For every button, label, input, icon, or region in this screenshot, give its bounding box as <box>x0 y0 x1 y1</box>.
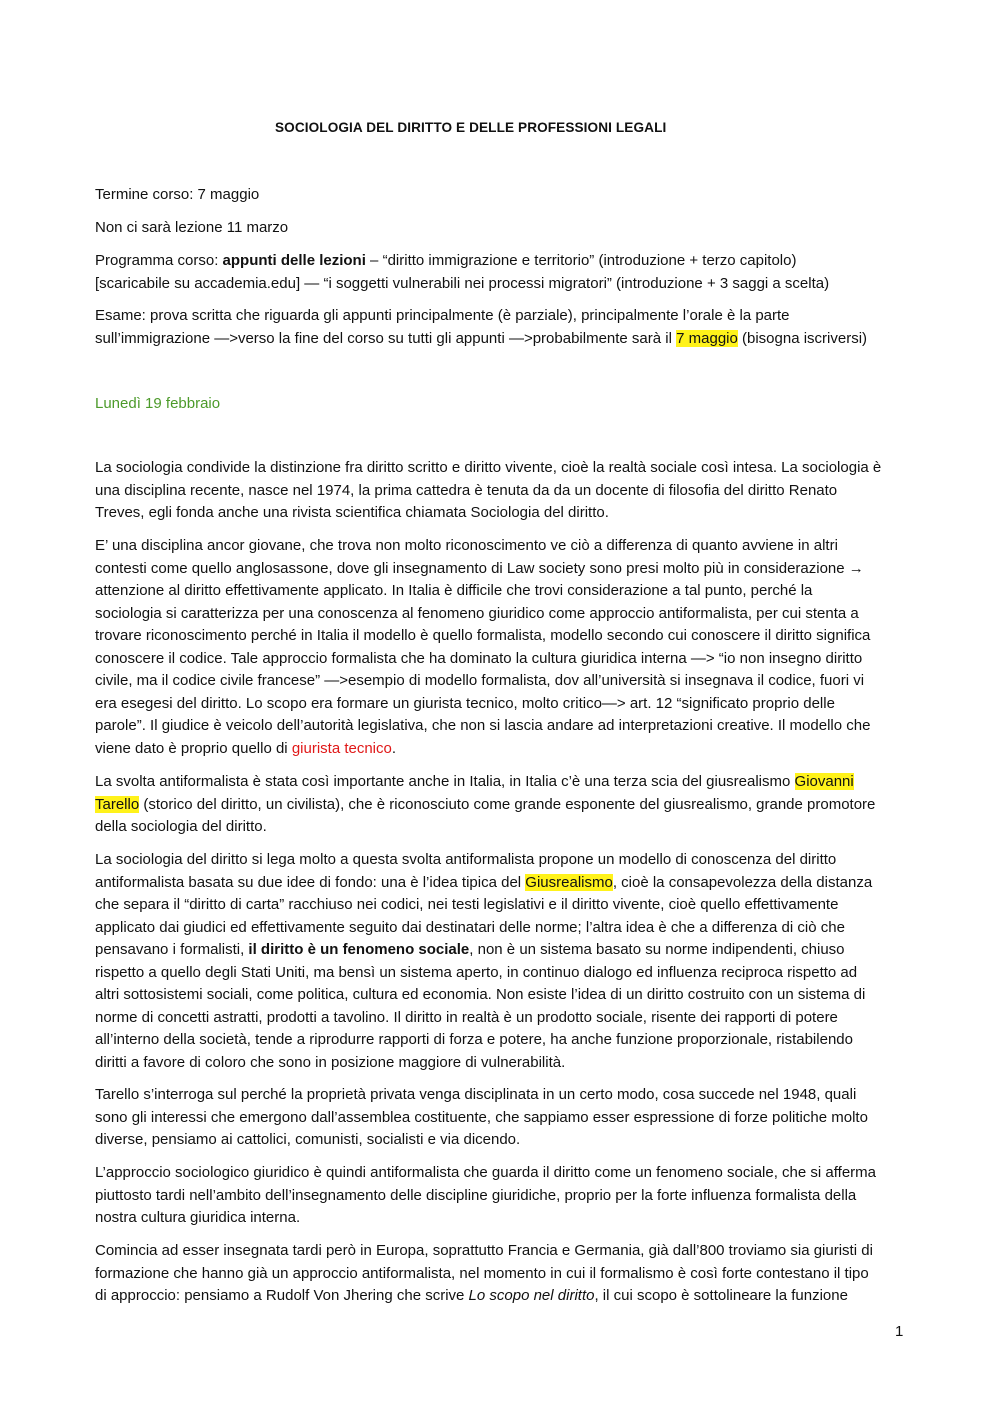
program-paragraph <box>95 250 910 295</box>
paragraph-line-pre: pensavano i formalisti, <box>95 941 249 958</box>
book-title-italic: Lo scopo nel diritto <box>468 1287 595 1304</box>
exam-line2-post: (bisogna iscriversi) <box>737 329 868 347</box>
exam-paragraph <box>95 305 910 350</box>
paragraph-line: civile, ma il codice civile francese” —>esempio di modello formalista, dov all’università si insegnava il codice, fuori vi <box>95 672 865 689</box>
exam-line1: Esame: prova scritta che riguarda gli appunti principalmente (è parziale), principalmente l’orale è la parte <box>95 307 790 324</box>
paragraph-1 <box>95 457 910 525</box>
paragraph-line: una disciplina recente, nasce nel 1974, la prima cattedra è tenuta da da un docente di filosofia del diritto Renato <box>95 481 838 499</box>
paragraph-5 <box>95 1084 910 1152</box>
paragraph-line: all’interno della società, tende a riprodurre rapporti di forza e potere, ha anche funzione proporzionale, ristabilendo <box>95 1031 853 1048</box>
paragraph-line: La sociologia del diritto si lega molto a questa svolta antiformalista propone un modello di conoscenza del diritto <box>95 851 837 868</box>
paragraph-line-post: (storico del diritto, un civilista), che è riconosciuto come grande esponente del giusrealismo, grande promotore <box>139 795 876 813</box>
paragraph-line: diverse, pensiamo ai cattolici, comunisti, socialisti e via dicendo. <box>95 1131 521 1148</box>
paragraph-line: era esegesi del diritto. Lo scopo era formare un giurista tecnico, molto critico—> art. 12 “significato proprio delle <box>95 694 835 712</box>
paragraph-line-post: , cioè la consapevolezza della distanza <box>612 873 873 891</box>
paragraph-line: rispetto a quello degli Stati Uniti, ma bensì un sistema aperto, in continuo dialogo ed influenza reciproca rispetto ad <box>95 963 858 981</box>
paragraph-line-post: . <box>391 739 397 757</box>
program-line2: [scaricabile su accademia.edu] — “i soggetti vulnerabili nei processi migratori” (introduzione + 3 saggi a scelta) <box>95 274 830 292</box>
fenomeno-sociale-bold: il diritto è un fenomeno sociale <box>248 941 470 958</box>
paragraph-line: La sociologia condivide la distinzione fra diritto scritto e diritto vivente, cioè la realtà sociale così intesa. La sociologia è <box>95 459 882 476</box>
course-end-line: Termine corso: 7 maggio <box>95 186 260 203</box>
paragraph-line: attenzione al diritto effettivamente applicato. In Italia è difficile che trovi considerazione a tal punto, perché la <box>95 582 813 599</box>
paragraph-7 <box>95 1240 910 1308</box>
paragraph-line: Comincia ad esser insegnata tardi però in Europa, soprattutto Francia e Germania, già dall’800 troviamo sia giuristi di <box>95 1242 873 1259</box>
no-lesson-line: Non ci sarà lezione 11 marzo <box>95 219 289 236</box>
paragraph-line: contesti come quello anglosassone, dove gli insegnamento di Law society sono presi molto più in considerazione → <box>95 559 864 577</box>
paragraph-line-post: , il cui scopo è sottolineare la funzione <box>594 1287 848 1304</box>
paragraph-line: sociologia si caratterizza per una conoscenza al fenomeno giuridico come approccio antiformalista, per cui stenta a <box>95 604 859 622</box>
giusrealismo-highlight: Giusrealismo <box>525 873 613 891</box>
paragraph-line: sono gli interessi che emergono dall’assemblea costituente, che sappiamo esser espressione di forze politiche molto <box>95 1108 868 1126</box>
paragraph-line: della sociologia del diritto. <box>95 818 267 835</box>
paragraph-line-pre: viene dato è proprio quello di <box>95 739 292 757</box>
exam-line2-pre: sull’immigrazione —>verso la fine del corso su tutti gli appunti —>probabilmente sarà il <box>95 329 677 347</box>
paragraph-line: altri sottosistemi sociali, come politica, cultura ed economia. Non esiste l’idea di un diritto costruito con un sistema di <box>95 986 866 1003</box>
paragraph-line: Treves, egli fonda anche una rivista scientifica chiamata Sociologia del diritto. <box>95 504 609 521</box>
program-bold: appunti delle lezioni <box>222 252 366 269</box>
paragraph-line-post: , non è un sistema basato su norme indipendenti, chiuso <box>469 941 845 958</box>
date-heading: Lunedì 19 febbraio <box>95 395 221 412</box>
paragraph-line: norme di concetti astratti, prodotti a tavolino. Il diritto in realtà è un prodotto sociale, risente dei rapporti di potere <box>95 1008 838 1026</box>
paragraph-line: formazione che hanno già un approccio antiformalista, nel momento in cui il formalismo è così forte contestano il tipo <box>95 1264 869 1282</box>
program-rest: – “diritto immigrazione e territorio” (introduzione + terzo capitolo) <box>365 252 797 269</box>
paragraph-4 <box>95 849 910 1074</box>
tarello-highlight: Tarello <box>95 795 140 813</box>
page-number: 1 <box>895 1323 904 1340</box>
paragraph-6 <box>95 1162 910 1230</box>
paragraph-line: nostra cultura giuridica interna. <box>95 1209 301 1226</box>
paragraph-line-pre: di approccio: pensiamo a Rudolf Von Jhering che scrive <box>95 1287 469 1304</box>
exam-date-highlight: 7 maggio <box>676 329 738 347</box>
paragraph-line: conoscere il codice. Tale approccio formalista che ha dominato la cultura giuridica interna —> “io non insegno diritto <box>95 649 863 667</box>
paragraph-line: che separa il “diritto di carta” racchiuso nei codici, nei testi legislativi e il diritto vivente, cioè quello effettivamente <box>95 896 839 913</box>
paragraph-3 <box>95 771 910 839</box>
giurista-tecnico-red: giurista tecnico <box>291 739 392 757</box>
paragraph-line: parole”. Il giudice è veicolo dell’autorità legislativa, che non si lascia andare ad interpretazioni creative. Il modello che <box>95 717 871 734</box>
paragraph-line: applicato dai giudici ed effettivamente seguito dai destinatari delle norme; l’altra idea è che a differenza di ciò che <box>95 918 845 936</box>
paragraph-line: E’ una disciplina ancor giovane, che trova non molto riconoscimento ve ciò a differenza di quanto avviene in altri <box>95 537 838 554</box>
paragraph-line-pre: La svolta antiformalista è stata così importante anche in Italia, in Italia c’è una terza scia del giusrealismo <box>95 773 795 790</box>
document-title: SOCIOLOGIA DEL DIRITTO E DELLE PROFESSIONI LEGALI <box>275 120 667 135</box>
paragraph-line: Tarello s’interroga sul perché la proprietà privata venga disciplinata in un certo modo, cosa succede nel 1948, quali <box>95 1086 857 1103</box>
paragraph-line: trovare riconoscimento perché in Italia il modello è quello formalista, modello secondo cui conoscere il diritto significa <box>95 627 871 644</box>
paragraph-line: piuttosto tardi nell’ambito dell’insegnamento delle discipline giuridiche, proprio per la forte influenza formalista della <box>95 1186 857 1204</box>
giovanni-highlight: Giovanni <box>794 773 854 790</box>
paragraph-2 <box>95 535 910 760</box>
paragraph-line: L’approccio sociologico giuridico è quindi antiformalista che guarda il diritto come un fenomeno sociale, che si afferma <box>95 1164 876 1181</box>
paragraph-line-pre: antiformalista basata su due idee di fondo: una è l’idea tipica del <box>95 873 526 891</box>
program-prefix: Programma corso: <box>95 252 223 269</box>
paragraph-line: diritti a favore di coloro che sono in posizione maggiore di vulnerabilità. <box>95 1053 566 1071</box>
